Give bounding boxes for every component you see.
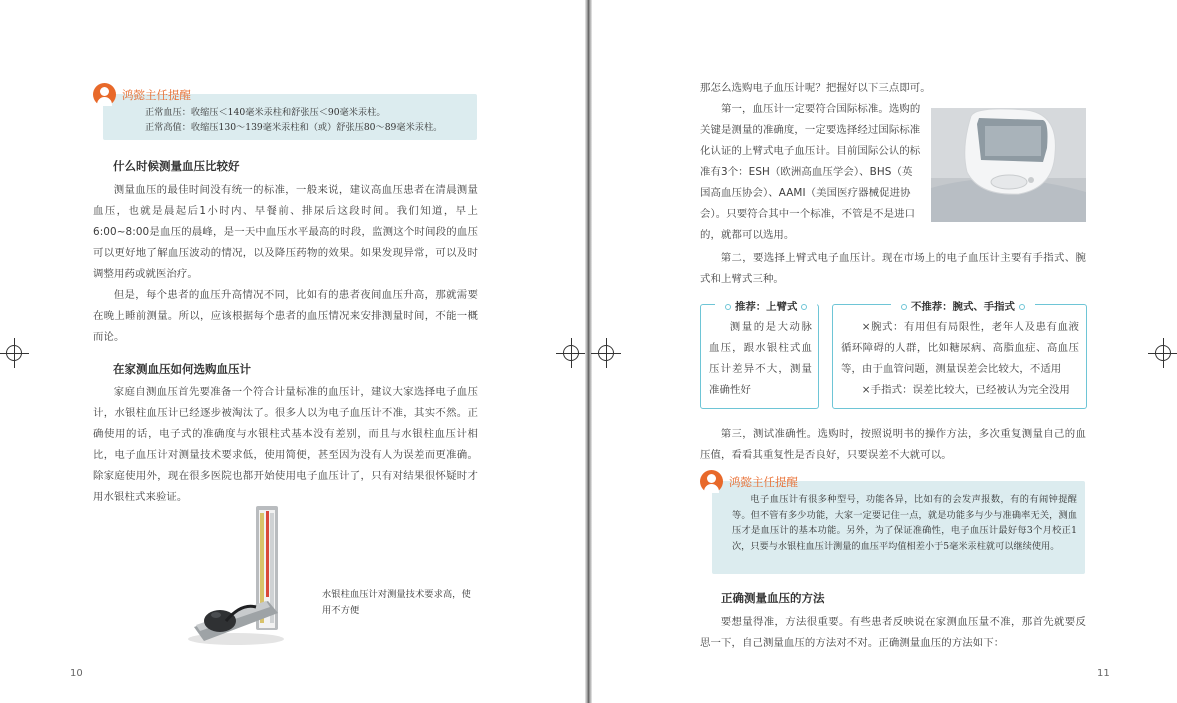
tip-line: 正常高值：收缩压130～139毫米汞柱和（或）舒张压80～89毫米汞柱。 bbox=[145, 122, 443, 133]
point3-text: 第三，测试准确性。选购时，按照说明书的操作方法，多次重复测量自己的血压值，看看其重复性是否良好，只要误差不大就可以。 bbox=[700, 428, 1086, 461]
point1-line: 准有3个：ESH（欧洲高血压学会）、BHS（英 bbox=[700, 166, 913, 178]
section-body bbox=[93, 180, 478, 348]
left-page bbox=[0, 0, 585, 703]
tip-box bbox=[712, 481, 1085, 574]
crop-mark-left-inner bbox=[556, 338, 586, 368]
tip-text: 电子血压计有很多种型号，功能各异，比如有的会发声报数，有的有闹钟提醒等。但不管有多少功能，大家一定要记住一点，就是功能多与少与准确率无关，测血压才是血压计的基本功能。另外，为了保证准确性，电子血压计最好每3个月校正1次，只要与水银柱血压计测量的血压平均值相差小于5毫米汞柱就可以继续使用。 bbox=[732, 494, 1077, 552]
section-body bbox=[93, 382, 478, 508]
paragraph: 家庭自测血压首先要准备一个符合计量标准的血压计，建议大家选择电子血压计，水银柱血压计已经逐步被淘汰了。很多人以为电子血压计不准，其实不然。正确使用的话，电子式的准确度与水银柱式基本没有差别，而且与水银柱血压计相比，电子血压计对测量技术要求低，使用简便，甚至因为没有人为误差而更准确。除家庭使用外，现在很多医院也都开始使用电子血压计了，只有对结果很怀疑时才用水银柱式来验证。 bbox=[93, 386, 478, 503]
paragraph: 测量血压的最佳时间没有统一的标准，一般来说，建议高血压患者在清晨测量血压，也就是晨起后1小时内、早餐前、排尿后这段时间。我们知道，早上6:00~8:00是血压的晨峰，是一天中血压水平最高的时段，监测这个时间段的血压可以更好地了解血压波动的情况，以及降压药物的效果。如果发现异常，可以及时调整用药或就医治疗。 bbox=[93, 184, 478, 280]
point1-line: 的，就都可以选用。 bbox=[700, 229, 795, 241]
intro-text: 那怎么选购电子血压计呢？把握好以下三点即可。 bbox=[700, 82, 931, 94]
point1-line: 关键是测量的准确度，一定要选择经过国际标准 bbox=[700, 124, 921, 136]
tip-title: 鸿懿主任提醒 bbox=[122, 87, 191, 102]
tip-title: 鸿懿主任提醒 bbox=[729, 474, 798, 489]
recommend-title: 推荐：上臂式 bbox=[715, 298, 817, 313]
section-heading: 什么时候测量血压比较好 bbox=[113, 159, 240, 173]
figure-caption: 水银柱血压计对测量技术要求高，使用不方便 bbox=[322, 589, 471, 616]
point1-line: 国高血压协会）、AAMI（美国医疗器械促进协 bbox=[700, 187, 911, 199]
tip-header bbox=[700, 470, 798, 493]
electronic-blood-pressure-monitor-image bbox=[931, 108, 1086, 222]
section-heading: 正确测量血压的方法 bbox=[721, 591, 825, 605]
point2-text: 第二，要选择上臂式电子血压计。现在市场上的电子血压计主要有手指式、腕式和上臂式三种。 bbox=[700, 252, 1086, 285]
tip-line: 正常血压：收缩压＜140毫米汞柱和舒张压＜90毫米汞柱。 bbox=[145, 107, 386, 118]
crop-mark-left bbox=[0, 338, 29, 368]
doctor-avatar-icon bbox=[700, 470, 723, 493]
point1-line: 第一，血压计一定要符合国际标准。选购的 bbox=[721, 103, 921, 115]
doctor-avatar-icon bbox=[93, 83, 116, 106]
not-recommend-title: 不推荐：腕式、手指式 bbox=[891, 298, 1035, 313]
crop-mark-right-inner bbox=[591, 338, 621, 368]
not-recommend-box bbox=[832, 301, 1087, 409]
recommend-box bbox=[700, 301, 819, 409]
section-heading: 在家测血压如何选购血压计 bbox=[113, 362, 251, 376]
page-number: 10 bbox=[70, 668, 83, 679]
point1-line: 化认证的上臂式电子血压计。目前国际公认的标 bbox=[700, 145, 921, 157]
right-page bbox=[592, 0, 1177, 703]
crop-mark-right bbox=[1148, 338, 1177, 368]
point1-line: 会）。只要符合其中一个标准，不管是不是进口 bbox=[700, 208, 916, 220]
page-number: 11 bbox=[1097, 668, 1110, 679]
section-body: 要想量得准，方法很重要。有些患者反映说在家测血压量不准，那首先就要反思一下，自己测量血压的方法对不对。正确测量血压的方法如下： bbox=[700, 616, 1086, 649]
wrist-text: ×腕式：有用但有局限性，老年人及患有血液循环障碍的人群，比如糖尿病、高脂血症、高血压等，由于血管问题，测量误差会比较大，不适用 bbox=[841, 321, 1079, 375]
recommend-text: 测量的是大动脉血压，跟水银柱式血压计差异不大，测量准确性好 bbox=[709, 321, 812, 396]
paragraph: 但是，每个患者的血压升高情况不同，比如有的患者夜间血压升高，那就需要在晚上睡前测量。所以，应该根据每个患者的血压情况来安排测量时间，不能一概而论。 bbox=[93, 289, 478, 343]
tip-header bbox=[93, 83, 191, 106]
finger-text: ×手指式：误差比较大，已经被认为完全没用 bbox=[861, 384, 1070, 396]
mercury-sphygmomanometer-image bbox=[186, 503, 296, 647]
